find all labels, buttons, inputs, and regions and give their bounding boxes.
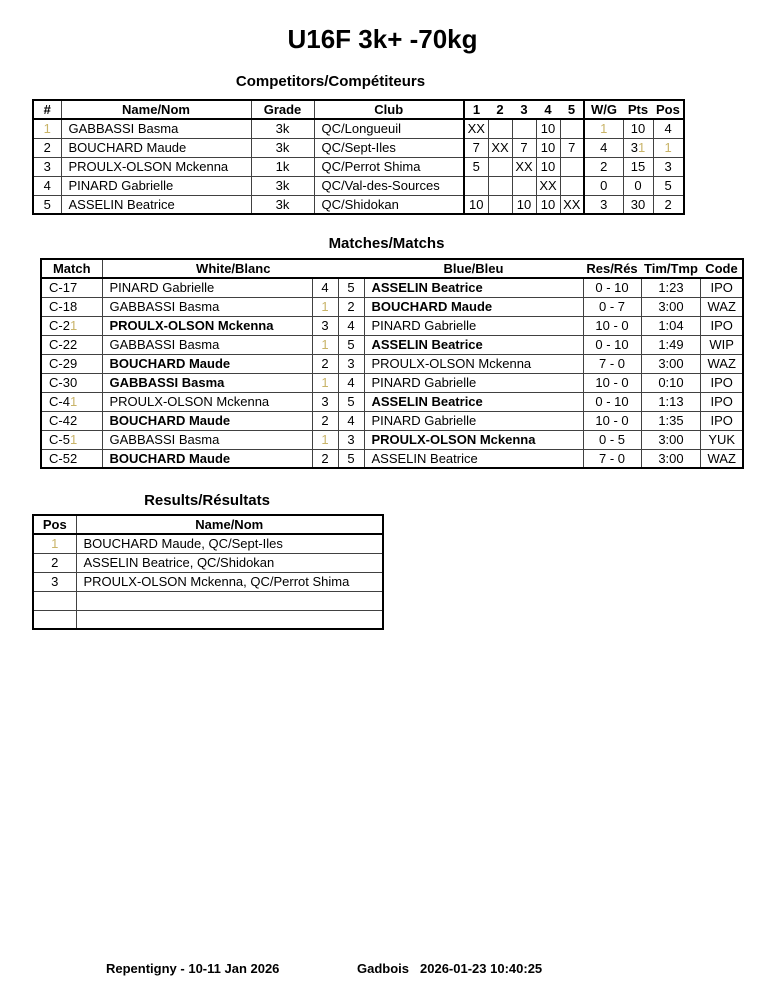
match-time: 1:04 (641, 316, 701, 335)
round-score (560, 176, 584, 195)
match-time: 1:49 (641, 335, 701, 354)
highlight-one-digit: 1 (321, 432, 329, 447)
match-number: C-52 (41, 449, 102, 468)
blue-player-name: ASSELIN Beatrice (364, 392, 583, 411)
round-score: 10 (536, 138, 560, 157)
competitor-points: 31 (623, 138, 653, 157)
competitor-grade: 3k (251, 176, 314, 195)
white-player-name: GABBASSI Basma (102, 297, 312, 316)
competitor-number: 5 (33, 195, 61, 214)
match-row (41, 316, 743, 335)
blue-player-name: PINARD Gabrielle (364, 411, 583, 430)
white-player-name: PROULX-OLSON Mckenna (102, 392, 312, 411)
result-position: 2 (33, 553, 76, 572)
col-header-grade: Grade (251, 100, 314, 119)
blue-player-name: ASSELIN Beatrice (364, 449, 583, 468)
col-header-match: Match (41, 259, 102, 278)
competitor-number: 4 (33, 176, 61, 195)
highlight-one-digit: 1 (664, 140, 672, 155)
white-player-name: GABBASSI Basma (102, 430, 312, 449)
highlight-one-digit: 1 (51, 536, 59, 552)
match-result: 0 - 10 (583, 278, 641, 297)
round-score: XX (560, 195, 584, 214)
highlight-one-digit: 1 (321, 299, 329, 314)
round-score: 7 (464, 138, 488, 157)
result-position: 3 (33, 572, 76, 591)
match-number: C-51 (41, 430, 102, 449)
result-name: PROULX-OLSON Mckenna, QC/Perrot Shima (76, 572, 383, 591)
match-row (41, 411, 743, 430)
result-row (33, 553, 383, 572)
match-code: IPO (701, 411, 743, 430)
match-time: 1:13 (641, 392, 701, 411)
match-result: 0 - 5 (583, 430, 641, 449)
blue-player-seed: 5 (338, 392, 364, 411)
round-score (560, 119, 584, 138)
competitor-position: 3 (653, 157, 684, 176)
col-header-time: Tim/Tmp (641, 259, 701, 278)
round-score (512, 176, 536, 195)
white-player-seed: 3 (312, 392, 338, 411)
white-player-name: GABBASSI Basma (102, 373, 312, 392)
col-header-number: # (33, 100, 61, 119)
match-result: 0 - 7 (583, 297, 641, 316)
highlight-one-digit: 1 (69, 318, 78, 333)
result-row (33, 534, 383, 553)
round-score: XX (512, 157, 536, 176)
competitor-name: ASSELIN Beatrice (61, 195, 251, 214)
competitor-grade: 3k (251, 138, 314, 157)
blue-player-seed: 5 (338, 278, 364, 297)
competitor-row (33, 195, 684, 214)
competitor-club: QC/Perrot Shima (314, 157, 464, 176)
match-time: 3:00 (641, 430, 701, 449)
match-result: 7 - 0 (583, 354, 641, 373)
match-code: WAZ (701, 297, 743, 316)
round-score: 7 (512, 138, 536, 157)
result-position (33, 534, 76, 553)
col-header-result: Res/Rés (583, 259, 641, 278)
match-row (41, 430, 743, 449)
competitor-row (33, 157, 684, 176)
white-player-seed: 2 (312, 449, 338, 468)
match-time: 0:10 (641, 373, 701, 392)
blue-player-name: PROULX-OLSON Mckenna (364, 430, 583, 449)
col-header-round-2: 2 (488, 100, 512, 119)
competitor-club: QC/Longueuil (314, 119, 464, 138)
print-timestamp: 2026-01-23 10:40:25 (420, 961, 543, 976)
match-code: WAZ (701, 354, 743, 373)
highlight-one-digit: 1 (69, 394, 78, 409)
result-position (33, 591, 76, 610)
highlight-one-digit: 1 (321, 375, 329, 390)
round-score (488, 176, 512, 195)
match-code: IPO (701, 316, 743, 335)
competitor-position: 5 (653, 176, 684, 195)
blue-player-name: PINARD Gabrielle (364, 373, 583, 392)
match-result: 10 - 0 (583, 316, 641, 335)
venue-name: Gadbois (357, 961, 410, 976)
competitor-number: 3 (33, 157, 61, 176)
white-player-seed (312, 373, 338, 392)
blue-player-seed: 4 (338, 373, 364, 392)
col-header-blue: Blue/Bleu (364, 259, 583, 278)
round-score (488, 157, 512, 176)
white-player-seed: 3 (312, 316, 338, 335)
match-row (41, 278, 743, 297)
blue-player-name: PROULX-OLSON Mckenna (364, 354, 583, 373)
round-score: XX (488, 138, 512, 157)
competitors-header-row (33, 100, 684, 119)
white-player-name: BOUCHARD Maude (102, 411, 312, 430)
white-player-name: PROULX-OLSON Mckenna (102, 316, 312, 335)
blue-player-name: BOUCHARD Maude (364, 297, 583, 316)
blue-player-seed: 4 (338, 316, 364, 335)
white-player-name: GABBASSI Basma (102, 335, 312, 354)
results-table (32, 514, 384, 630)
competitors-heading: Competitors/Compétiteurs (235, 73, 426, 90)
competitor-wins (584, 119, 623, 138)
competitors-table (32, 99, 685, 215)
round-score: 10 (512, 195, 536, 214)
match-code: IPO (701, 392, 743, 411)
match-code: WAZ (701, 449, 743, 468)
blue-player-seed: 2 (338, 297, 364, 316)
match-number: C-42 (41, 411, 102, 430)
competitor-club: QC/Val-des-Sources (314, 176, 464, 195)
white-player-seed (312, 430, 338, 449)
match-time: 3:00 (641, 449, 701, 468)
result-name: BOUCHARD Maude, QC/Sept-Iles (76, 534, 383, 553)
col-header-position: Pos (653, 100, 684, 119)
round-score: XX (536, 176, 560, 195)
competitor-row (33, 119, 684, 138)
competitor-club: QC/Sept-Iles (314, 138, 464, 157)
match-time: 3:00 (641, 297, 701, 316)
round-score (488, 195, 512, 214)
match-number: C-18 (41, 297, 102, 316)
matches-table (40, 258, 744, 469)
competitor-name: PROULX-OLSON Mckenna (61, 157, 251, 176)
col-header-round-4: 4 (536, 100, 560, 119)
blue-player-seed: 3 (338, 430, 364, 449)
col-header-white: White/Blanc (102, 259, 364, 278)
highlight-one-digit: 1 (69, 432, 78, 447)
competitor-wins: 4 (584, 138, 623, 157)
white-player-seed (312, 297, 338, 316)
highlight-one-digit: 1 (321, 337, 329, 352)
match-number: C-30 (41, 373, 102, 392)
match-row (41, 354, 743, 373)
match-number: C-21 (41, 316, 102, 335)
match-row (41, 297, 743, 316)
white-player-seed: 2 (312, 354, 338, 373)
blue-player-name: PINARD Gabrielle (364, 316, 583, 335)
result-name: ASSELIN Beatrice, QC/Shidokan (76, 553, 383, 572)
col-header-code: Code (701, 259, 743, 278)
competitor-grade: 3k (251, 119, 314, 138)
competitor-row (33, 176, 684, 195)
highlight-one-digit: 1 (638, 140, 646, 155)
match-result: 7 - 0 (583, 449, 641, 468)
match-number: C-22 (41, 335, 102, 354)
match-time: 1:35 (641, 411, 701, 430)
round-score (464, 176, 488, 195)
match-number: C-17 (41, 278, 102, 297)
competitor-points: 15 (623, 157, 653, 176)
match-time: 3:00 (641, 354, 701, 373)
event-name-date: Repentigny - 10-11 Jan 2026 (106, 961, 280, 976)
round-score: 10 (536, 157, 560, 176)
col-header-round-5: 5 (560, 100, 584, 119)
match-result: 10 - 0 (583, 373, 641, 392)
round-score: 5 (464, 157, 488, 176)
white-player-seed: 4 (312, 278, 338, 297)
competitor-name: BOUCHARD Maude (61, 138, 251, 157)
competitor-number (33, 119, 61, 138)
competitor-row (33, 138, 684, 157)
match-code: WIP (701, 335, 743, 354)
competitor-points: 0 (623, 176, 653, 195)
highlight-one-digit: 1 (43, 121, 51, 137)
col-header-round-3: 3 (512, 100, 536, 119)
match-row (41, 449, 743, 468)
competitor-grade: 3k (251, 195, 314, 214)
matches-header-row (41, 259, 743, 278)
white-player-seed: 2 (312, 411, 338, 430)
highlight-one-digit: 1 (600, 121, 608, 137)
results-heading: Results/Résultats (144, 492, 270, 509)
match-code: IPO (701, 278, 743, 297)
competitor-name: GABBASSI Basma (61, 119, 251, 138)
competitor-points: 30 (623, 195, 653, 214)
competitor-wins: 2 (584, 157, 623, 176)
match-code: IPO (701, 373, 743, 392)
result-row (33, 572, 383, 591)
col-header-name: Name/Nom (61, 100, 251, 119)
round-score: 10 (536, 195, 560, 214)
blue-player-seed: 3 (338, 354, 364, 373)
round-score (512, 119, 536, 138)
col-header-result-name: Name/Nom (76, 515, 383, 534)
competitor-position: 2 (653, 195, 684, 214)
match-result: 10 - 0 (583, 411, 641, 430)
result-position (33, 610, 76, 629)
matches-heading: Matches/Matchs (328, 235, 445, 252)
match-result: 0 - 10 (583, 335, 641, 354)
competitor-position: 4 (653, 119, 684, 138)
match-code: YUK (701, 430, 743, 449)
competitor-position (653, 138, 684, 157)
competitor-wins: 3 (584, 195, 623, 214)
blue-player-seed: 5 (338, 335, 364, 354)
round-score: 10 (536, 119, 560, 138)
match-result: 0 - 10 (583, 392, 641, 411)
competitor-points: 10 (623, 119, 653, 138)
competitor-grade: 1k (251, 157, 314, 176)
col-header-club: Club (314, 100, 464, 119)
results-header-row (33, 515, 383, 534)
blue-player-name: ASSELIN Beatrice (364, 278, 583, 297)
round-score (560, 157, 584, 176)
competitor-number: 2 (33, 138, 61, 157)
competitor-name: PINARD Gabrielle (61, 176, 251, 195)
col-header-round-1: 1 (464, 100, 488, 119)
match-number: C-29 (41, 354, 102, 373)
match-row (41, 373, 743, 392)
result-row (33, 591, 383, 610)
competitor-wins: 0 (584, 176, 623, 195)
white-player-name: BOUCHARD Maude (102, 449, 312, 468)
competitor-club: QC/Shidokan (314, 195, 464, 214)
result-name (76, 591, 383, 610)
round-score: 7 (560, 138, 584, 157)
match-row (41, 335, 743, 354)
page-title: U16F 3k+ -70kg (287, 24, 478, 54)
result-row (33, 610, 383, 629)
white-player-name: PINARD Gabrielle (102, 278, 312, 297)
col-header-wins: W/G (584, 100, 623, 119)
result-name (76, 610, 383, 629)
blue-player-seed: 4 (338, 411, 364, 430)
blue-player-name: ASSELIN Beatrice (364, 335, 583, 354)
match-time: 1:23 (641, 278, 701, 297)
col-header-result-pos: Pos (33, 515, 76, 534)
white-player-seed (312, 335, 338, 354)
white-player-name: BOUCHARD Maude (102, 354, 312, 373)
round-score: XX (464, 119, 488, 138)
blue-player-seed: 5 (338, 449, 364, 468)
match-row (41, 392, 743, 411)
round-score (488, 119, 512, 138)
round-score: 10 (464, 195, 488, 214)
col-header-points: Pts (623, 100, 653, 119)
match-number: C-41 (41, 392, 102, 411)
